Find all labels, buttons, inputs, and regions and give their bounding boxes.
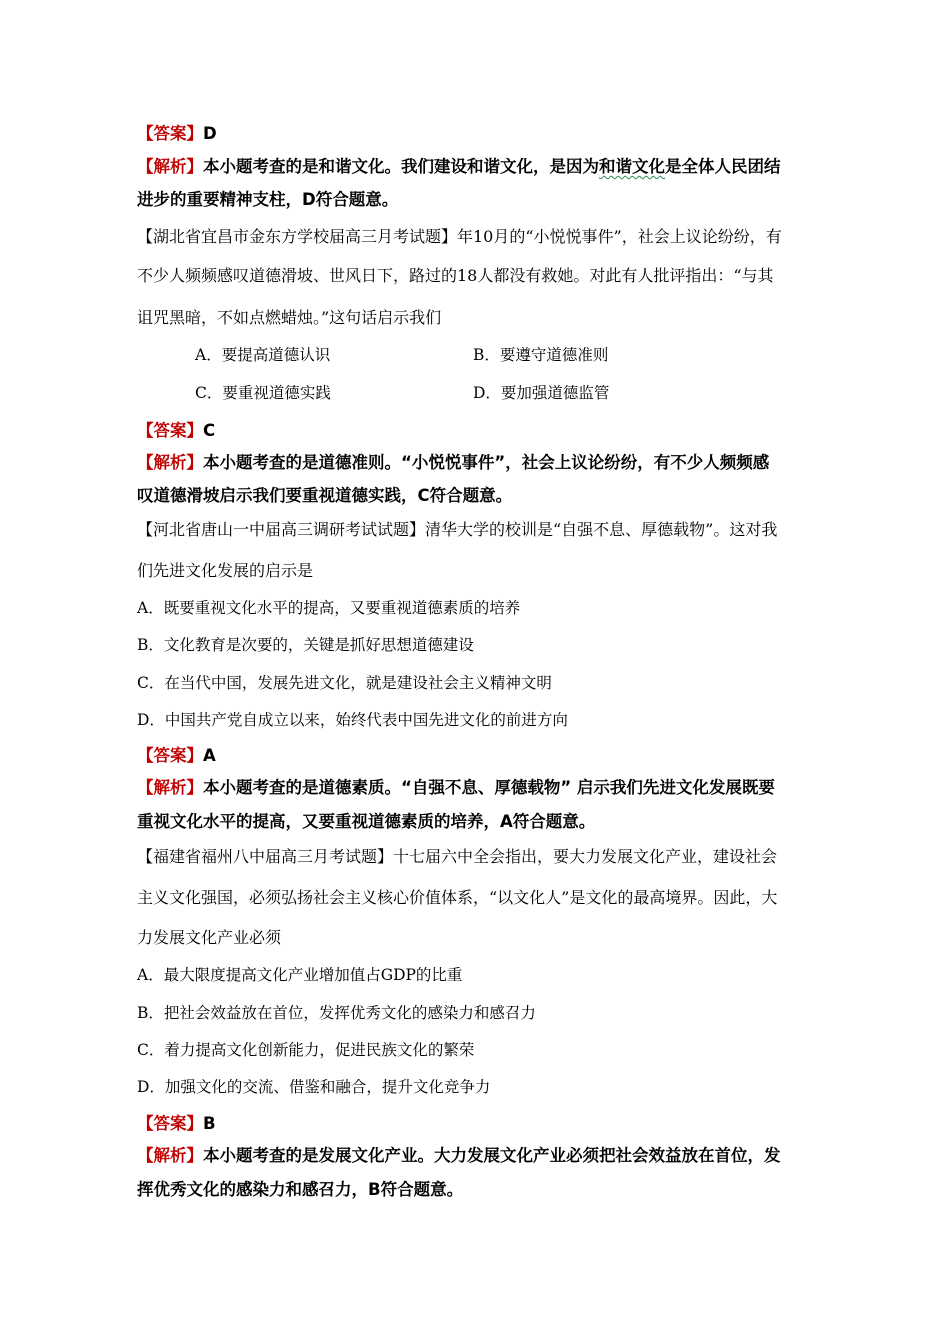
question-4-line-3: 力发展文化产业必须: [137, 928, 282, 947]
option-a: A．既要重视文化水平的提高，又要重视道德素质的培养: [137, 599, 521, 617]
option-b: B．要遵守道德准则: [473, 346, 609, 364]
explanation-2-line-1: [137, 452, 769, 474]
option-c: C．着力提高文化创新能力，促进民族文化的繁荣: [137, 1041, 475, 1059]
question-4-line-1: 【福建省福州八中届高三月考试题】十七届六中全会指出，要大力发展文化产业，建设社会: [137, 847, 778, 866]
question-4-line-2: 主义文化强国，必须弘扬社会主义核心价值体系，“以文化人”是文化的最高境界。因此，大: [137, 888, 778, 907]
question-2-line-1: 【湖北省宜昌市金东方学校届高三月考试题】年10月的“小悦悦事件”，社会上议论纷纷，有: [137, 227, 782, 246]
answer-tag: 【答案】: [137, 1114, 203, 1133]
spellcheck-underline: 和谐文化: [599, 157, 665, 176]
explanation-1-line-1: [137, 156, 781, 178]
answer-value: B: [203, 1114, 216, 1133]
explanation-tag: 【解析】: [137, 453, 203, 472]
question-3-line-2: 们先进文化发展的启示是: [137, 561, 314, 580]
answer-3: [137, 745, 216, 767]
explanation-3-line-1: [137, 777, 775, 799]
answer-value: A: [203, 746, 216, 765]
answer-4: [137, 1113, 216, 1135]
explanation-2-line-2: 叹道德滑坡启示我们要重视道德实践，C符合题意。: [137, 486, 513, 505]
answer-tag: 【答案】: [137, 746, 203, 765]
option-b: B．文化教育是次要的，关键是抓好思想道德建设: [137, 636, 474, 654]
explanation-text: 本小题考查的是道德准则。“小悦悦事件”，社会上议论纷纷，有不少人频频感: [203, 453, 770, 472]
explanation-tag: 【解析】: [137, 157, 203, 176]
question-3-line-1: 【河北省唐山一中届高三调研考试试题】清华大学的校训是“自强不息、厚德载物”。这对我: [137, 520, 778, 539]
explanation-1-line-2: 进步的重要精神支柱，D符合题意。: [137, 190, 399, 209]
option-d: D．要加强道德监管: [473, 384, 610, 402]
question-2-line-2: 不少人频频感叹道德滑坡、世风日下，路过的18人都没有救她。对此有人批评指出：“与其: [137, 266, 774, 285]
option-d: D．加强文化的交流、借鉴和融合，提升文化竞争力: [137, 1078, 491, 1096]
option-c: C．在当代中国，发展先进文化，就是建设社会主义精神文明: [137, 674, 552, 692]
explanation-3-line-2: 重视文化水平的提高，又要重视道德素质的培养，A符合题意。: [137, 812, 596, 831]
explanation-4-line-2: 挥优秀文化的感染力和感召力，B符合题意。: [137, 1180, 464, 1199]
explanation-text: 本小题考查的是和谐文化。我们建设和谐文化，是因为: [203, 157, 599, 176]
option-a: A．最大限度提高文化产业增加值占GDP的比重: [137, 966, 463, 984]
question-2-line-3: 诅咒黑暗，不如点燃蜡烛。”这句话启示我们: [137, 308, 442, 327]
answer-value: D: [203, 124, 217, 143]
option-a: A．要提高道德认识: [195, 346, 331, 364]
answer-value: C: [203, 421, 216, 440]
option-b: B．把社会效益放在首位，发挥优秀文化的感染力和感召力: [137, 1004, 536, 1022]
option-c: C．要重视道德实践: [195, 384, 331, 402]
option-d: D．中国共产党自成立以来，始终代表中国先进文化的前进方向: [137, 711, 568, 729]
answer-tag: 【答案】: [137, 421, 203, 440]
explanation-text: 是全体人民团结: [665, 157, 781, 176]
explanation-text: 本小题考查的是道德素质。“自强不息、厚德载物” 启示我们先进文化发展既要: [203, 778, 775, 797]
explanation-4-line-1: [137, 1145, 781, 1167]
explanation-tag: 【解析】: [137, 778, 203, 797]
answer-2: [137, 420, 215, 442]
answer-tag: 【答案】: [137, 124, 203, 143]
answer-1: [137, 123, 217, 145]
explanation-text: 本小题考查的是发展文化产业。大力发展文化产业必须把社会效益放在首位，发: [203, 1146, 781, 1165]
explanation-tag: 【解析】: [137, 1146, 203, 1165]
